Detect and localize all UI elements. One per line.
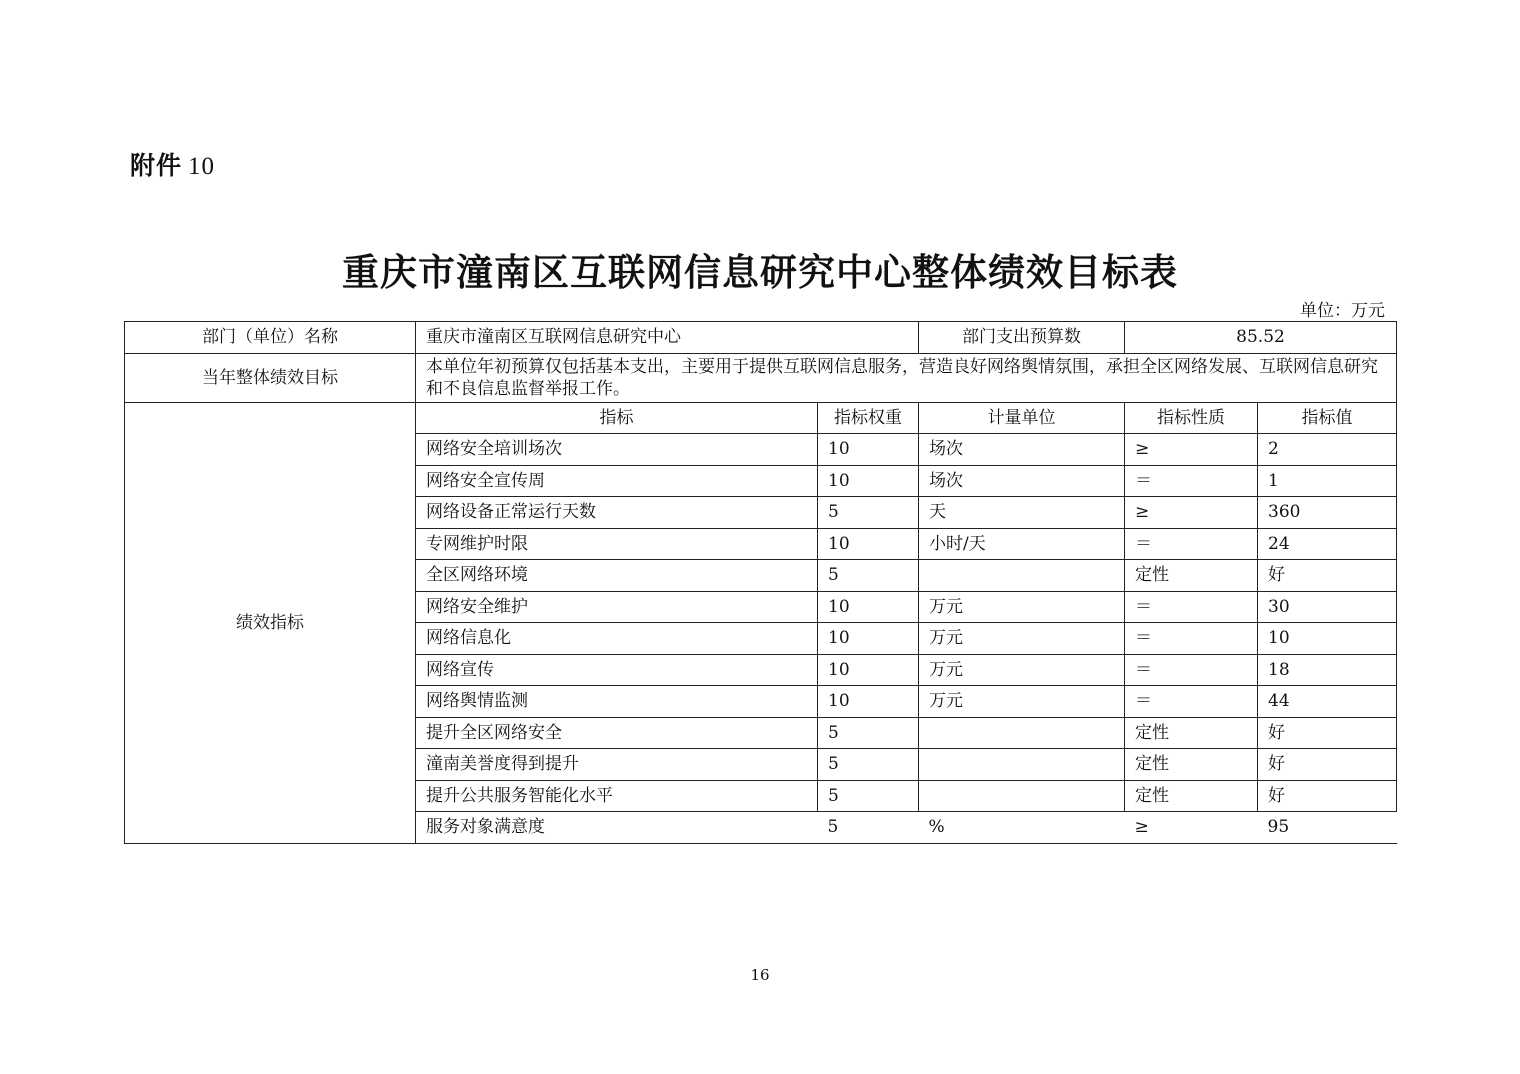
indicator-cell: 10 <box>818 465 919 497</box>
indicator-cell: 好 <box>1258 717 1397 749</box>
indicator-cell: 网络宣传 <box>416 654 818 686</box>
indicator-cell: 24 <box>1258 528 1397 560</box>
indicator-cell: 5 <box>818 749 919 781</box>
indicator-cell: ＝ <box>1125 591 1258 623</box>
indicator-cell: 10 <box>818 686 919 718</box>
budget-label-cell: 部门支出预算数 <box>919 322 1125 354</box>
indicator-cell: 场次 <box>919 465 1125 497</box>
indicator-cell: 专网维护时限 <box>416 528 818 560</box>
indicator-cell: 5 <box>818 717 919 749</box>
indicator-cell: 1 <box>1258 465 1397 497</box>
document-title: 重庆市潼南区互联网信息研究中心整体绩效目标表 <box>342 251 1178 294</box>
indicator-cell: 潼南美誉度得到提升 <box>416 749 818 781</box>
indicator-cell: 定性 <box>1125 560 1258 592</box>
indicator-cell: 场次 <box>919 434 1125 466</box>
indicator-cell: 定性 <box>1125 717 1258 749</box>
indicator-cell: 网络信息化 <box>416 623 818 655</box>
indicator-cell: 提升公共服务智能化水平 <box>416 780 818 812</box>
indicator-cell: ≥ <box>1125 434 1258 466</box>
indicator-cell: 万元 <box>919 686 1125 718</box>
indicator-cell: 95 <box>1258 812 1397 844</box>
indicator-cell: 18 <box>1258 654 1397 686</box>
column-header: 指标权重 <box>818 402 919 434</box>
indicator-cell: 10 <box>818 623 919 655</box>
indicator-cell <box>919 560 1125 592</box>
indicator-cell <box>919 780 1125 812</box>
column-header: 指标值 <box>1258 402 1397 434</box>
indicator-cell: 万元 <box>919 654 1125 686</box>
column-header: 指标 <box>416 402 818 434</box>
indicator-cell: 万元 <box>919 623 1125 655</box>
indicator-cell: ＝ <box>1125 686 1258 718</box>
indicator-group-label-cell: 绩效指标 <box>125 402 416 843</box>
unit-note: 单位：万元 <box>1300 301 1385 321</box>
indicator-cell: 天 <box>919 497 1125 529</box>
indicator-cell: 好 <box>1258 780 1397 812</box>
indicator-cell: 定性 <box>1125 780 1258 812</box>
indicator-cell: ＝ <box>1125 465 1258 497</box>
performance-goal-table <box>124 321 1397 844</box>
column-header: 计量单位 <box>919 402 1125 434</box>
indicator-cell: % <box>919 812 1125 844</box>
indicator-cell: 好 <box>1258 749 1397 781</box>
indicator-cell: 全区网络环境 <box>416 560 818 592</box>
indicator-cell: 5 <box>818 560 919 592</box>
indicator-cell: ≥ <box>1125 812 1258 844</box>
indicator-cell: 10 <box>1258 623 1397 655</box>
indicator-cell: ＝ <box>1125 528 1258 560</box>
indicator-cell: 网络安全宣传周 <box>416 465 818 497</box>
attachment-label: 附件 <box>130 151 183 180</box>
indicator-header-row <box>125 402 1397 434</box>
indicator-cell: 10 <box>818 434 919 466</box>
indicator-cell: 网络设备正常运行天数 <box>416 497 818 529</box>
indicator-cell: 万元 <box>919 591 1125 623</box>
attachment-heading <box>130 146 215 182</box>
goal-text-cell: 本单位年初预算仅包括基本支出，主要用于提供互联网信息服务，营造良好网络舆情氛围，承担全区网络发展、互联网信息研究和不良信息监督举报工作。 <box>416 353 1397 402</box>
indicator-cell: 服务对象满意度 <box>416 812 818 844</box>
indicator-cell: 360 <box>1258 497 1397 529</box>
indicator-cell <box>919 749 1125 781</box>
dept-label-cell: 部门（单位）名称 <box>125 322 416 354</box>
indicator-cell: ＝ <box>1125 623 1258 655</box>
indicator-cell: 提升全区网络安全 <box>416 717 818 749</box>
indicator-cell: 10 <box>818 591 919 623</box>
indicator-cell: 网络安全培训场次 <box>416 434 818 466</box>
dept-name-cell: 重庆市潼南区互联网信息研究中心 <box>416 322 919 354</box>
indicator-cell: 2 <box>1258 434 1397 466</box>
indicator-cell: 10 <box>818 528 919 560</box>
indicator-cell: 好 <box>1258 560 1397 592</box>
indicator-cell: 5 <box>818 497 919 529</box>
indicator-cell: 网络舆情监测 <box>416 686 818 718</box>
indicator-cell: 网络安全维护 <box>416 591 818 623</box>
indicator-cell: 小时/天 <box>919 528 1125 560</box>
indicator-cell: 10 <box>818 654 919 686</box>
indicator-cell: 5 <box>818 812 919 844</box>
indicator-cell: 44 <box>1258 686 1397 718</box>
column-header: 指标性质 <box>1125 402 1258 434</box>
attachment-number: 10 <box>188 153 216 180</box>
dept-row <box>125 322 1397 354</box>
goal-label-cell: 当年整体绩效目标 <box>125 353 416 402</box>
indicator-cell: 30 <box>1258 591 1397 623</box>
indicator-cell: ＝ <box>1125 654 1258 686</box>
indicator-cell: 5 <box>818 780 919 812</box>
page-number: 16 <box>750 966 770 984</box>
indicator-cell: 定性 <box>1125 749 1258 781</box>
goal-row <box>125 353 1397 402</box>
indicator-cell: ≥ <box>1125 497 1258 529</box>
indicator-cell <box>919 717 1125 749</box>
budget-value-cell: 85.52 <box>1125 322 1397 354</box>
